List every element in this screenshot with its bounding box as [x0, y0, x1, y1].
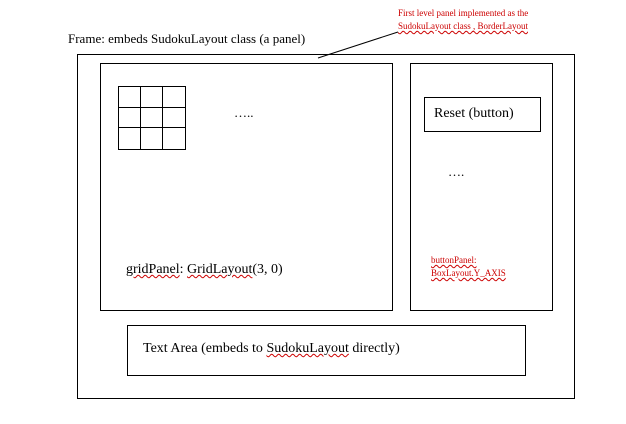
text-area-label — [143, 341, 400, 357]
grid-cell — [163, 87, 185, 108]
grid-cell — [119, 87, 141, 108]
text-area-label-part2: directly) — [348, 341, 400, 356]
grid-cell — [119, 108, 141, 129]
grid-panel-label-layout: GridLayout — [187, 262, 253, 277]
grid-panel-label-sep: : — [179, 262, 188, 277]
text-area-box — [127, 325, 526, 376]
reset-button-label: Reset (button) — [434, 106, 514, 121]
button-panel-label-line1: buttonPanel: — [431, 255, 477, 265]
grid-cell — [163, 108, 185, 129]
sudoku-mini-grid — [118, 86, 186, 150]
grid-panel-label — [126, 262, 283, 278]
annotation-first-level-panel-line1: First level panel implemented as the — [398, 8, 529, 18]
grid-panel-label-args: (3, 0) — [252, 262, 283, 277]
grid-cell — [141, 87, 163, 108]
text-area-label-class: SudokuLayout — [266, 341, 349, 356]
grid-panel-label-name: gridPanel — [126, 262, 180, 277]
grid-cell — [163, 128, 185, 149]
button-panel-label-line2: BoxLayout.Y_AXIS — [431, 268, 506, 278]
grid-cell — [141, 108, 163, 129]
grid-cell — [119, 128, 141, 149]
grid-panel-ellipsis: ….. — [234, 105, 254, 120]
button-panel-ellipsis: …. — [448, 164, 465, 179]
grid-cell — [141, 128, 163, 149]
frame-label: Frame: embeds SudokuLayout class (a panel) — [68, 31, 306, 46]
annotation-first-level-panel-line2: SudokuLayout class , BorderLayout — [398, 21, 528, 31]
reset-button[interactable] — [424, 97, 541, 132]
text-area-label-part1: Text Area (embeds to — [143, 341, 267, 356]
